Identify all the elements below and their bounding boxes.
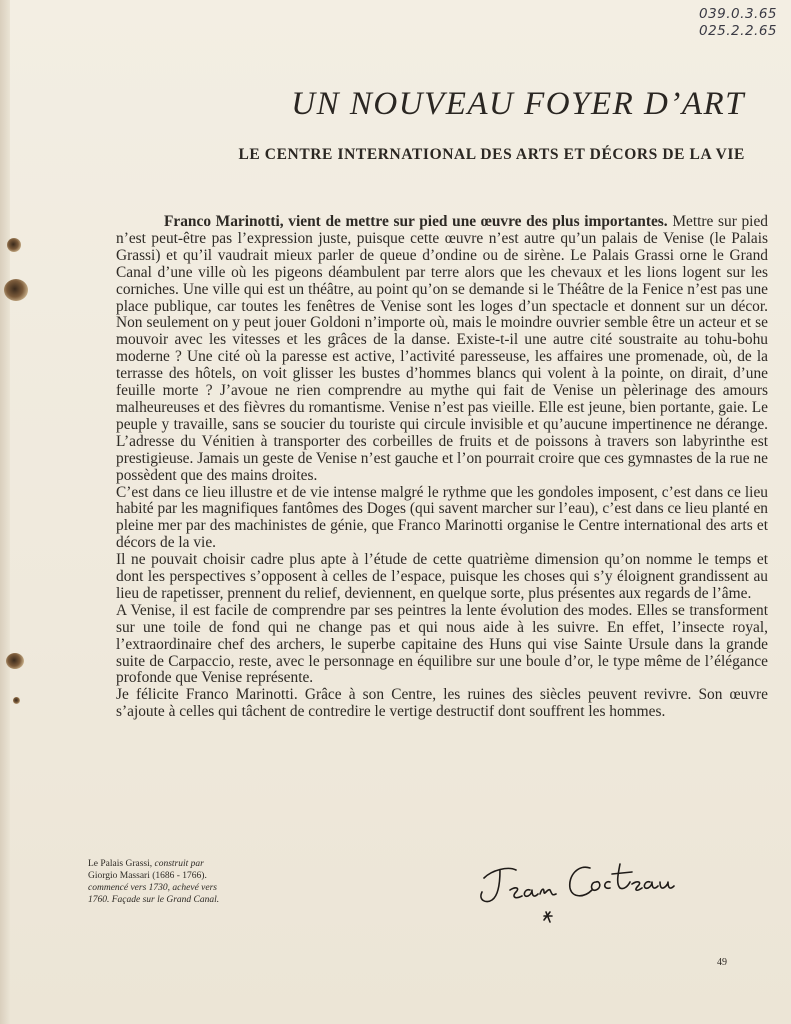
- binding-hole-1: [7, 238, 21, 252]
- page-title: UN NOUVEAU FOYER D’ART: [291, 86, 745, 122]
- article-paragraph: C’est dans ce lieu illustre et de vie intense malgré le rythme que les gondoles imposent, c’est dans ce lieu habité par les magnifiques fantômes des Doges (qui savent marcher sur l’eau), c’est dans ce lieu planté en pleine mer par des machinistes de génie, que Franco Marinotti organise le Centre international des arts et décors de la vie.: [116, 483, 768, 552]
- caption-line: Giorgio Massari (1686 - 1766).: [88, 871, 207, 881]
- caption-text: commencé vers 1730, achevé vers: [88, 883, 217, 893]
- lead-sentence: Franco Marinotti, vient de mettre sur pied une œuvre des plus importantes.: [164, 213, 668, 230]
- caption-text: construit par: [154, 859, 204, 869]
- article-paragraph: [116, 214, 768, 485]
- caption-line: [88, 858, 258, 870]
- image-caption: [88, 858, 258, 906]
- signature-drawing: [470, 850, 700, 930]
- author-signature: [470, 850, 700, 930]
- article-paragraph: Je félicite Franco Marinotti. Grâce à son Centre, les ruines des siècles peuvent revivre. Son œuvre s’ajoute à celles qui tâchent de contredire le vertige destructif dont souffrent les hommes.: [116, 686, 768, 721]
- binding-hole-4: [13, 697, 20, 704]
- annotation-line-1: 039.0.3.65: [699, 6, 777, 22]
- caption-text: 1760. Façade sur le Grand Canal.: [88, 895, 220, 905]
- page-binding-edge: [0, 0, 10, 1024]
- binding-hole-3: [6, 653, 24, 669]
- page-subtitle: LE CENTRE INTERNATIONAL DES ARTS ET DÉCORS DE LA VIE: [238, 146, 745, 163]
- binding-hole-2: [4, 279, 28, 301]
- page-number: 49: [717, 957, 727, 968]
- caption-text: Le Palais Grassi,: [88, 859, 155, 869]
- caption-line: [88, 894, 258, 906]
- caption-line: [88, 882, 258, 894]
- article-paragraph: A Venise, il est facile de comprendre par ses peintres la lente évolution des modes. Elles se transforment sur une toile de fond qui ne change pas et qui nous aide à les suivre. En effet, l’insecte royal, l’extraordinaire chef des archers, le superbe capitaine des Huns qui vise Sainte Ursule dans la grande suite de Carpaccio, reste, avec le personnage en équilibre sur une boule d’or, le type même de l’élégance profonde que Venise représente.: [116, 601, 768, 687]
- archive-annotation: [667, 6, 777, 40]
- paragraph-text: Mettre sur pied n’est peut-être pas l’expression juste, puisque cette œuvre n’est autre qu’un palais de Venise (le Palais Grassi) et qu’il vaudrait mieux parler de queue d’ondine ou de sirène. Le Palais Grassi orne le Grand Canal d’une ville où les pigeons déambulent par terre alors que les chevaux et les lions logent sur les corniches. Une ville qui est un théâtre, au point qu’on se demande si le Théâtre de la Fenice n’est pas une place publique, car toutes les fenêtres de Venise sont les loges d’un spectacle et donnent sur un décor. Non seulement on y peut jouer Goldoni n’importe où, mais le moindre ouvrier semble être un acteur et se mouvoir avec les vitesses et les grâces de la danse. Existe-t-il une autre cité soustraite au tohu-bohu moderne ? Une cité où la paresse est active, l’activité paresseuse, les affaires une promenade, où, de la terrasse des hôtels, on voit glisser les bustes d’hommes blancs qui volent à la pointe, on dirait, d’une feuille morte ? J’avoue ne rien comprendre au mythe qui fait de Venise un pèlerinage des amours malheureuses et des fièvres du romantisme. Venise n’est pas vieille. Elle est jeune, bien portante, gaie. Le peuple y travaille, sans se soucier du touriste qui circule invisible et qu’aucune impertinence ne dérange. L’adresse du Vénitien à transporter des corbeilles de fruits et de poissons à travers son labyrinthe est prestigieuse. Jamais un geste de Venise n’est gauche et l’on pourrait croire que ces gymnastes de la rue ne possèdent que des mains droites.: [116, 213, 768, 484]
- annotation-line-2: 025.2.2.65: [699, 23, 777, 39]
- article-body: [116, 214, 768, 721]
- article-paragraph: Il ne pouvait choisir cadre plus apte à l’étude de cette quatrième dimension qu’on nomme le temps et dont les perspectives s’opposent à celles de l’espace, puisque les choses qui s’y éloignent grandissent au lieu de rapetisser, prennent du relief, deviennent, en quelque sorte, plus présentes aux regards de l’âme.: [116, 551, 768, 602]
